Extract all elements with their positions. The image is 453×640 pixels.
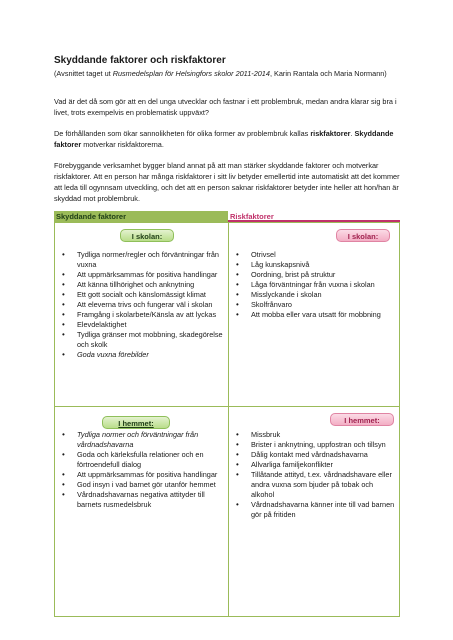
list-item: • Elevdelaktighet <box>54 320 224 330</box>
label-school-risk: I skolan: <box>336 229 390 242</box>
list-item: • Att känna tillhörighet och anknytning <box>54 280 224 290</box>
table-rule-middle <box>54 406 400 407</box>
term-riskfaktorer: riskfaktorer <box>310 129 351 138</box>
list-school-protective <box>54 250 224 360</box>
list-home-protective <box>54 430 224 510</box>
list-item: • Tydliga normer och förväntningar från vårdnadshavarna <box>54 430 224 450</box>
list-item: • Dålig kontakt med vårdnadshavarna <box>228 450 396 460</box>
source-title: Rusmedelsplan för Helsingfors skolor 2011-2014 <box>112 69 270 78</box>
list-item: • Brister i anknytning, uppfostran och tillsyn <box>228 440 396 450</box>
list-item: • Skolfrånvaro <box>228 300 396 310</box>
list-item: • Tillåtande attityd, t.ex. vårdnadshavare eller andra vuxna som bjuder på tobak och alkohol <box>228 470 396 500</box>
source-authors: , Karin Rantala och Maria Normann) <box>269 69 387 78</box>
label-school-protective: I skolan: <box>120 229 174 242</box>
table-rule-top <box>54 222 400 223</box>
header-risk: Riskfaktorer <box>228 211 400 222</box>
definition-paragraph <box>54 128 401 150</box>
factors-table <box>54 211 400 617</box>
header-protective: Skyddande faktorer <box>54 211 228 222</box>
list-item: • Oordning, brist på struktur <box>228 270 396 280</box>
list-item: • Låga förväntningar från vuxna i skolan <box>228 280 396 290</box>
label-home-risk: I hemmet: <box>330 413 394 426</box>
definition-separator: . <box>350 129 355 138</box>
definition-end: motverkar riskfaktorerna. <box>81 140 164 149</box>
list-item: • Allvarliga familjekonflikter <box>228 460 396 470</box>
table-rule-bottom <box>54 616 400 617</box>
list-home-risk <box>228 430 396 520</box>
list-school-risk <box>228 250 396 320</box>
list-item: • Tydliga normer/regler och förväntningar från vuxna <box>54 250 224 270</box>
list-item: • Låg kunskapsnivå <box>228 260 396 270</box>
list-item: • Goda och kärleksfulla relationer och en förtroendefull dialog <box>54 450 224 470</box>
list-item: • Att uppmärksammas för positiva handlingar <box>54 470 224 480</box>
list-item: • Goda vuxna förebilder <box>54 350 224 360</box>
list-item: • Vårdnadshavarna känner inte till vad barnen gör på fritiden <box>228 500 396 520</box>
definition-text: De förhållanden som ökar sannolikheten för olika former av problembruk kallas <box>54 129 311 138</box>
list-item: • God insyn i vad barnet gör utanför hemmet <box>54 480 224 490</box>
list-item: • Framgång i skolarbete/Känsla av att lyckas <box>54 310 224 320</box>
list-item: • Att eleverna trivs och fungerar väl i skolan <box>54 300 224 310</box>
intro-paragraph: Vad är det då som gör att en del unga utvecklar och fastnar i ett problembruk, medan andra klarar sig bra i livet, trots exempelvis en problematisk uppväxt? <box>54 97 397 117</box>
list-item: • Ett gott socialt och känslomässigt klimat <box>54 290 224 300</box>
list-item: • Att uppmärksammas för positiva handlingar <box>54 270 224 280</box>
prevention-paragraph: Förebyggande verksamhet bygger bland annat på att man stärker skyddande faktorer och motverkar riskfaktorer. Att en person har många riskfaktorer i sitt liv betyder emellertid inte automatiskt att det kommer att leda till ogynnsam utveckling, och det att en person saknar riskfaktorer betyder inte heller att hon/han är skyddad mot problembruk. <box>54 161 400 203</box>
list-item: • Otrivsel <box>228 250 396 260</box>
list-item: • Att mobba eller vara utsatt för mobbning <box>228 310 396 320</box>
source-note <box>54 68 401 79</box>
list-item: • Tydliga gränser mot mobbning, skadegörelse och skolk <box>54 330 224 350</box>
list-item: • Missbruk <box>228 430 396 440</box>
term-skyddande-faktorer: Skyddande faktorer <box>54 129 394 149</box>
source-prefix: (Avsnittet taget ut <box>54 69 113 78</box>
list-item: • Misslyckande i skolan <box>228 290 396 300</box>
list-item: • Vårdnadshavarnas negativa attityder till barnets rusmedelsbruk <box>54 490 224 510</box>
page-title: Skyddande faktorer och riskfaktorer <box>54 55 226 66</box>
table-border-right <box>399 222 400 617</box>
label-home-protective: I hemmet: <box>102 416 170 429</box>
